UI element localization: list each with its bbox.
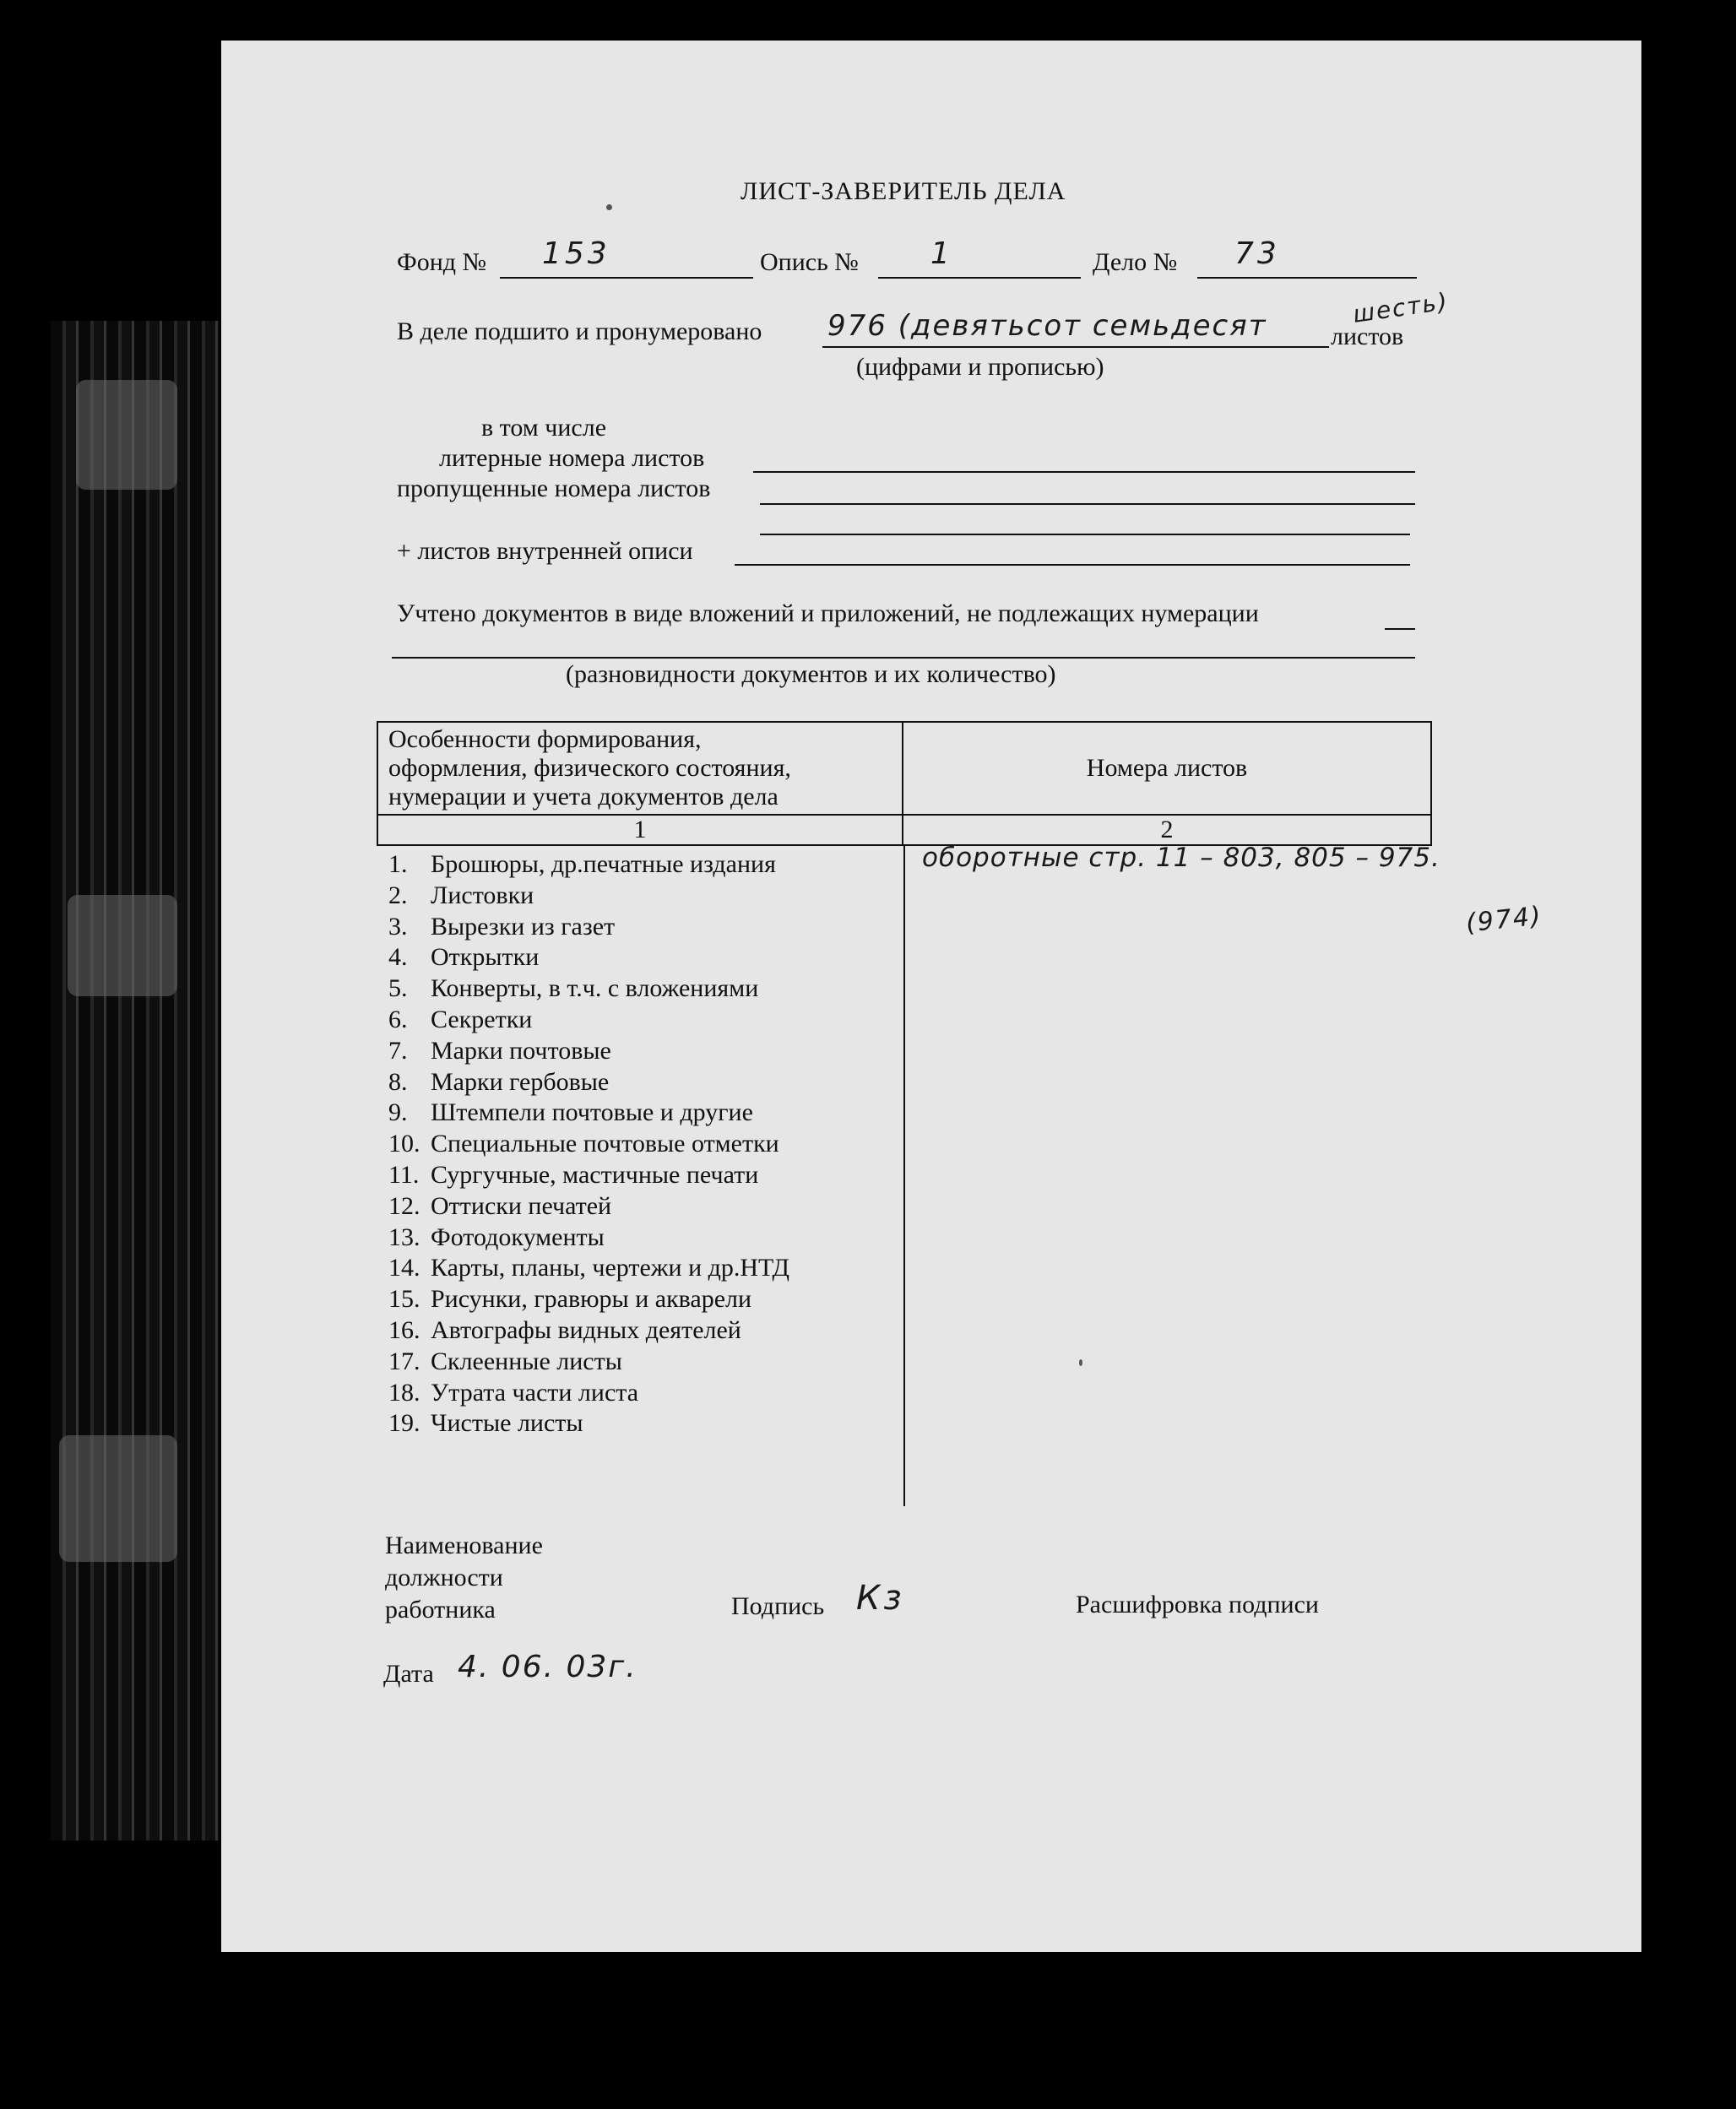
list-item: [388, 849, 789, 881]
sheet-numbers-note: оборотные стр. 11 – 803, 805 – 975.: [922, 843, 1440, 873]
count-suffix: листов: [1331, 323, 1404, 350]
delo-value: 73: [1234, 236, 1280, 271]
item-label: Оттиски печатей: [431, 1191, 612, 1220]
item-number: 8.: [388, 1067, 408, 1096]
date-label: Дата: [383, 1660, 434, 1688]
col1-header-line: оформления, физического состояния,: [388, 754, 791, 782]
date-value: 4. 06. 03г.: [458, 1650, 637, 1684]
item-number: 7.: [388, 1036, 408, 1065]
documents-label: Учтено документов в виде вложений и приложений, не подлежащих нумерации: [397, 599, 1259, 627]
item-number: 2.: [388, 881, 408, 909]
item-number: 15.: [388, 1285, 420, 1314]
internal-underline: [735, 564, 1410, 566]
item-number: 4.: [388, 943, 408, 972]
col1-header-line: Особенности формирования,: [388, 725, 702, 753]
position-label-line: должности: [385, 1564, 503, 1591]
count-value-extra: шесть): [1351, 287, 1451, 328]
sheet-numbers-total: (974): [1464, 901, 1544, 939]
item-label: Марки почтовые: [431, 1036, 611, 1065]
list-item: [388, 1036, 789, 1067]
item-number: 3.: [388, 912, 408, 941]
item-label: Склеенные листы: [431, 1347, 622, 1375]
item-label: Секретки: [431, 1005, 533, 1033]
item-number: 13.: [388, 1223, 420, 1251]
scan-speck: [606, 204, 612, 210]
item-label: Листовки: [431, 881, 534, 909]
item-number: 16.: [388, 1315, 420, 1344]
binding-damage: [76, 380, 177, 490]
binding-damage: [68, 895, 177, 996]
list-item: [388, 1378, 789, 1409]
item-label: Автографы видных деятелей: [431, 1315, 741, 1344]
lettered-underline: [753, 471, 1415, 473]
missed-underline: [760, 503, 1415, 505]
list-item: [388, 1347, 789, 1378]
item-label: Марки гербовые: [431, 1067, 610, 1096]
count-value-main: 976 (девятьсот семьдесят: [827, 309, 1267, 343]
item-label: Рисунки, гравюры и акварели: [431, 1285, 752, 1314]
signature-label: Подпись: [731, 1592, 825, 1620]
including-label: в том числе: [481, 414, 607, 442]
list-item: [388, 1160, 789, 1191]
list-item: [388, 1315, 789, 1347]
fond-value: 153: [542, 236, 610, 271]
item-label: Вырезки из газет: [431, 912, 616, 941]
binding-strip: [51, 321, 220, 1841]
document-sheet: [221, 41, 1641, 1952]
list-item: [388, 912, 789, 943]
item-label: Карты, планы, чертежи и др.НТД: [431, 1254, 789, 1282]
page-title: ЛИСТ-ЗАВЕРИТЕЛЬ ДЕЛА: [741, 177, 1066, 205]
column-divider: [903, 844, 905, 1506]
item-number: 18.: [388, 1378, 420, 1407]
count-prefix: В деле подшито и пронумеровано: [397, 317, 762, 345]
features-table: [377, 721, 1432, 846]
opis-label: Опись №: [760, 248, 859, 276]
item-number: 19.: [388, 1409, 420, 1438]
item-number: 6.: [388, 1005, 408, 1033]
col1-header: [377, 722, 903, 815]
item-label: Фотодокументы: [431, 1223, 605, 1251]
item-number: 1.: [388, 850, 408, 878]
count-hint: (цифрами и прописью): [856, 353, 1104, 381]
internal-label: + листов внутренней описи: [397, 537, 693, 565]
col2-header: Номера листов: [903, 722, 1431, 815]
list-item: [388, 1253, 789, 1284]
list-item: [388, 1129, 789, 1160]
item-label: Штемпели почтовые и другие: [431, 1098, 753, 1127]
position-label-line: Наименование: [385, 1532, 543, 1559]
item-label: Открытки: [431, 943, 540, 972]
scan-speck: [1079, 1359, 1082, 1366]
list-item: [388, 1067, 789, 1098]
list-item: [388, 1191, 789, 1223]
item-label: Сургучные, мастичные печати: [431, 1160, 759, 1189]
item-number: 14.: [388, 1254, 420, 1282]
documents-underline-short: [1385, 628, 1415, 630]
documents-underline: [392, 657, 1415, 659]
missed-underline-2: [760, 534, 1410, 535]
col1-number: 1: [377, 815, 903, 845]
item-label: Конверты, в т.ч. с вложениями: [431, 974, 759, 1003]
item-number: 17.: [388, 1347, 420, 1375]
list-item: [388, 1408, 789, 1439]
features-list: [388, 849, 789, 1439]
list-item: [388, 942, 789, 973]
item-label: Специальные почтовые отметки: [431, 1130, 779, 1158]
count-underline: [822, 346, 1329, 348]
col2-number: 2: [903, 815, 1431, 845]
item-label: Чистые листы: [431, 1409, 583, 1438]
signature: Кз: [856, 1579, 905, 1618]
item-number: 9.: [388, 1098, 408, 1127]
lettered-label: литерные номера листов: [439, 444, 705, 472]
list-item: [388, 973, 789, 1005]
item-number: 10.: [388, 1130, 420, 1158]
item-label: Утрата части листа: [431, 1378, 639, 1407]
list-item: [388, 881, 789, 912]
delo-label: Дело №: [1093, 248, 1178, 276]
fond-underline: [500, 277, 753, 279]
list-item: [388, 1223, 789, 1254]
col1-header-line: нумерации и учета документов дела: [388, 783, 778, 811]
list-item: [388, 1284, 789, 1315]
opis-underline: [878, 277, 1081, 279]
documents-hint: (разновидности документов и их количество): [566, 660, 1056, 688]
binding-damage: [59, 1435, 177, 1562]
item-number: 11.: [388, 1160, 420, 1189]
item-label: Брошюры, др.печатные издания: [431, 850, 776, 878]
fond-label: Фонд №: [397, 248, 487, 276]
position-label-line: работника: [385, 1596, 496, 1624]
item-number: 12.: [388, 1191, 420, 1220]
list-item: [388, 1098, 789, 1129]
item-number: 5.: [388, 974, 408, 1003]
list-item: [388, 1005, 789, 1036]
opis-value: 1: [930, 236, 953, 271]
delo-underline: [1197, 277, 1417, 279]
signature-decoding-label: Расшифровка подписи: [1076, 1591, 1319, 1618]
missed-label: пропущенные номера листов: [397, 474, 711, 502]
